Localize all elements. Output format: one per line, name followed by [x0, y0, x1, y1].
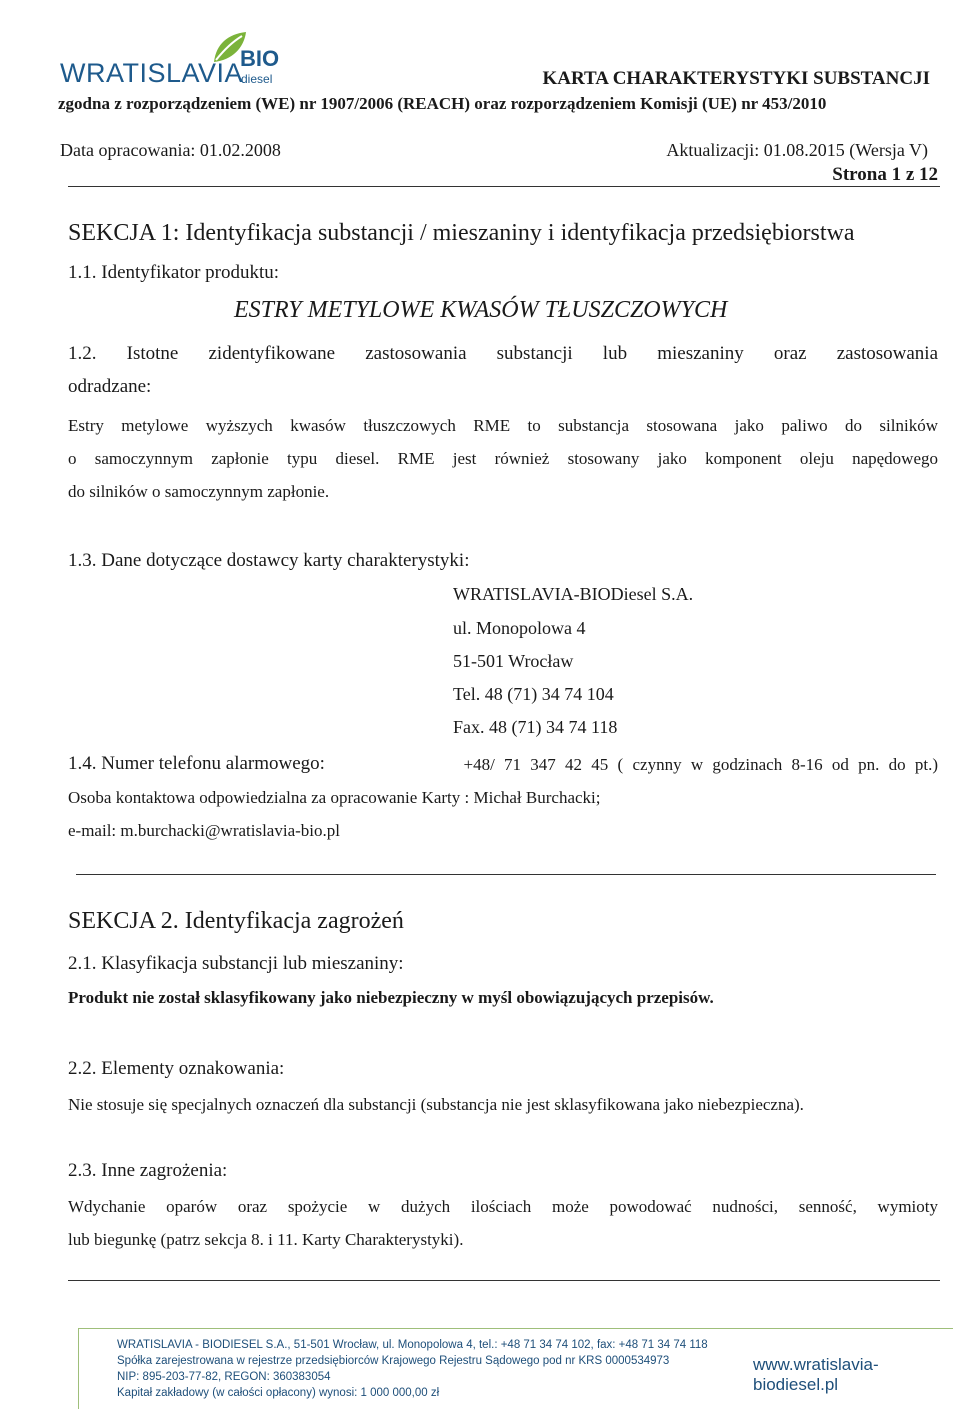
s13-label: 1.3. Dane dotyczące dostawcy karty charakterystyki: — [68, 550, 470, 571]
company-logo — [60, 30, 320, 90]
logo-diesel: diesel — [241, 72, 273, 86]
supplier-fax: Fax. 48 (71) 34 74 118 — [453, 717, 618, 737]
footer — [78, 1328, 953, 1409]
page-number: Strona 1 z 12 — [832, 164, 938, 185]
supplier-street: ul. Monopolowa 4 — [453, 618, 586, 638]
footer-registry: Spółka zarejestrowana w rejestrze przedsiębiorców Krajowego Rejestru Sądowego pod nr KRS 0000534973 — [117, 1355, 670, 1367]
contact-person: Osoba kontaktowa odpowiedzialna za opracowanie Karty : Michał Burchacki; — [68, 788, 601, 807]
s14-row — [68, 753, 938, 775]
footer-capital: Kapitał zakładowy (w całości opłacony) wynosi: 1 000 000,00 zł — [117, 1387, 440, 1399]
date-updated: Aktualizacji: 01.08.2015 (Wersja V) — [666, 140, 928, 160]
s12-label: 1.2. Istotne zidentyfikowane zastosowania substancji lub mieszaniny oraz zastosowania — [68, 343, 938, 364]
date-prepared: Data opracowania: 01.02.2008 — [60, 140, 281, 160]
section2-title: SEKCJA 2. Identyfikacja zagrożeń — [68, 908, 404, 934]
footer-address: WRATISLAVIA - BIODIESEL S.A., 51-501 Wrocław, ul. Monopolowa 4, tel.: +48 71 34 74 102, fax: +48 71 34 74 118 — [117, 1339, 708, 1351]
section1-title: SEKCJA 1: Identyfikacja substancji / mieszaniny i identyfikacja przedsiębiorstwa — [68, 220, 855, 246]
supplier-tel: Tel. 48 (71) 34 74 104 — [453, 684, 614, 704]
s21-label: 2.1. Klasyfikacja substancji lub mieszaniny: — [68, 953, 404, 974]
footer-website-link[interactable]: www.wratislavia-biodiesel.pl — [753, 1355, 879, 1394]
supplier-name: WRATISLAVIA-BIODiesel S.A. — [453, 584, 694, 604]
s14-value: +48/ 71 347 42 45 ( czynny w godzinach 8-16 od pn. do pt.) — [463, 755, 938, 774]
s14-label: 1.4. Numer telefonu alarmowego: — [68, 753, 325, 774]
footer-nip-regon: NIP: 895-203-77-82, REGON: 360383054 — [117, 1371, 331, 1383]
s21-text: Produkt nie został sklasyfikowany jako niebezpieczny w myśl obowiązujących przepisów. — [68, 988, 714, 1007]
s22-text: Nie stosuje się specjalnych oznaczeń dla substancji (substancja nie jest sklasyfikowana jako niebezpieczna). — [68, 1095, 804, 1114]
s23-text-line1: Wdychanie oparów oraz spożycie w dużych ilościach może powodować nudności, senność, wymioty — [68, 1197, 938, 1216]
s23-text-line2: lub biegunkę (patrz sekcja 8. i 11. Karty Charakterystyki). — [68, 1230, 464, 1249]
s22-label: 2.2. Elementy oznakowania: — [68, 1058, 285, 1079]
supplier-city: 51-501 Wrocław — [453, 651, 574, 671]
s12-text-line3: do silników o samoczynnym zapłonie. — [68, 482, 330, 501]
section-divider — [76, 874, 936, 875]
s23-label: 2.3. Inne zagrożenia: — [68, 1160, 228, 1181]
s12-label-cont: odradzane: — [68, 376, 152, 397]
section-divider — [68, 1280, 940, 1281]
regulation-note: zgodna z rozporządzeniem (WE) nr 1907/2006 (REACH) oraz rozporządzeniem Komisji (UE) nr 453/2010 — [58, 94, 827, 113]
s12-text-line2: o samoczynnym zapłonie typu diesel. RME jest również stosowany jako komponent oleju napędowego — [68, 449, 938, 468]
s12-text-line1: Estry metylowe wyższych kwasów tłuszczowych RME to substancja stosowana jako paliwo do silników — [68, 416, 938, 435]
logo-bio: BIO — [240, 46, 280, 71]
header-divider — [68, 186, 940, 187]
s11-label: 1.1. Identyfikator produktu: — [68, 262, 280, 283]
product-name: ESTRY METYLOWE KWASÓW TŁUSZCZOWYCH — [234, 297, 728, 323]
logo-wordmark: WRATISLAVIA — [60, 58, 244, 88]
contact-email: e-mail: m.burchacki@wratislavia-bio.pl — [68, 821, 340, 840]
document-title: KARTA CHARAKTERYSTYKI SUBSTANCJI — [542, 68, 930, 89]
